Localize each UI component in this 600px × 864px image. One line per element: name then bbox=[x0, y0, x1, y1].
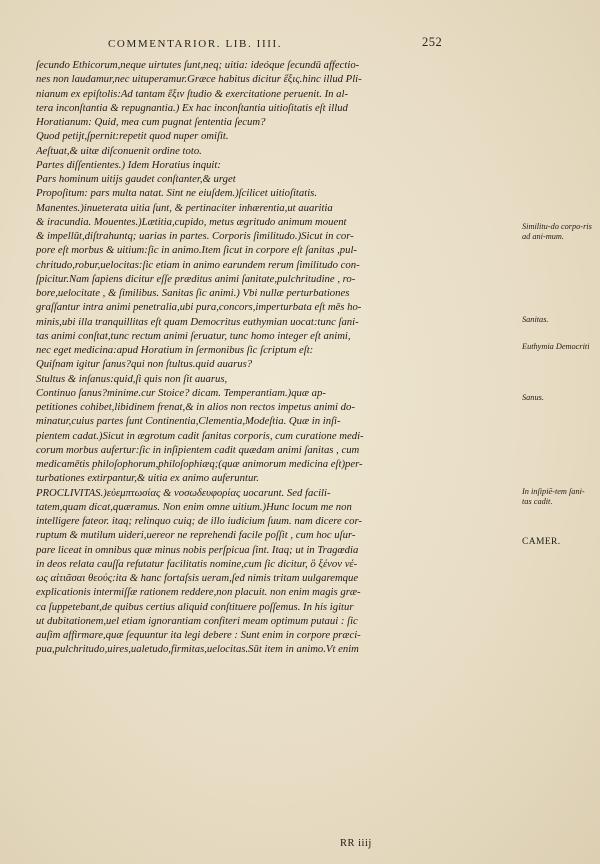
text-line: corum morbus aufertur:ſic in inſipientem cadit quædam animi ſanitas , cum bbox=[36, 443, 360, 456]
text-line: ſpicitur.Nam ſapiens dicitur eſſe præditus animi ſanitate,pulchritudine , ro- bbox=[36, 272, 356, 285]
page-number: 252 bbox=[422, 35, 443, 49]
text-line: & impellūt,diſtrahuntq; uarias in partes. Corporis ſimilitudo.)Sicut in cor- bbox=[36, 230, 354, 242]
text-line: Quod petijt,ſpernit:repetit quod nuper omiſit. bbox=[36, 130, 229, 143]
marginal-note: Sanus. bbox=[522, 393, 544, 402]
text-line: PROCLIVITAS.)εὐεμπτωσίας & νοσωδευφορίας uocarunt. Sed facili- bbox=[36, 486, 331, 499]
text-line: & iracundia. Mouentes.)Lætitia,cupido, metus ægritudo animum mouent bbox=[36, 215, 347, 228]
text-line: turbationes extirpantur,& uitia ex animo auferuntur. bbox=[36, 472, 259, 485]
text-line: tera inconſtantia & repugnantia.) Ex hac inconſtantia uitioſitatis eſt illud bbox=[36, 101, 348, 114]
text-line: intelligere fateor. itaq; relinquo cuiq; de illo iudicium ſuum. nam dicere cor- bbox=[36, 515, 362, 527]
text-line: graſſantur intra animi penetralia,ubi pura,concors,imperturbata eſt mēs ho- bbox=[36, 301, 362, 314]
text-line: minis,ubi illa tranquillitas eſt quam Democritus euthymian uocat:tunc ſani- bbox=[36, 315, 359, 328]
text-line: Propoſitum: pars multa natat. Sint ne eiuſdem.)ſcilicet uitioſitatis. bbox=[36, 187, 318, 200]
text-line: pientem cadat.)Sicut in ægrotum cadit ſanitas corporis, cum curatione medi- bbox=[36, 429, 364, 442]
text-line: bore,uelocitate , & ſimilibus. Sanitas ſic animi.) Vbi nullæ perturbationes bbox=[36, 287, 350, 299]
text-line: minatur,cuius partes ſunt Continentia,Clementia,Modeſtia. Quæ in inſi- bbox=[36, 415, 341, 428]
text-line: Aeſtuat,& uitæ diſconuenit ordine toto. bbox=[36, 144, 202, 157]
text-line: tatem,quam dicat,quæramus. Non enim omne uitium.)Hunc locum me non bbox=[36, 500, 352, 513]
text-line: ca ſuppetebant,de quibus certius aliquid conſtituere poſſemus. In his igitur bbox=[36, 600, 354, 613]
marginal-note: Euthymia Democriti bbox=[522, 342, 590, 351]
text-line: nes non laudamur,nec uituperamur.Græce habitus dicitur ἕξις.hinc illud Pli- bbox=[36, 73, 362, 86]
text-line: auſim affirmare,quæ ſequuntur ita legi debere : Sunt enim in corpore præci- bbox=[36, 629, 361, 641]
text-line: Continuo ſanus?minime.cur Stoice? dicam. Temperantiam.)quæ ap- bbox=[36, 386, 326, 399]
marginal-note: Similitu-do corpo-ris ad ani-mum. bbox=[522, 222, 592, 241]
main-text-block bbox=[36, 58, 514, 657]
text-line: petitiones cohibet,libidinem frenat,& in alios non rectos impetus animi do- bbox=[36, 401, 355, 413]
text-line: pua,pulchritudo,uires,ualetudo,firmitas,uelocitas.Sūt item in animo.Vt enim bbox=[36, 643, 359, 656]
text-line: Manentes.)inueterata uitia ſunt, & pertinaciter inhærentia,ut auaritia bbox=[36, 201, 333, 214]
text-line: Partes diſſentientes.) Idem Horatius inquit: bbox=[36, 158, 221, 171]
marginal-note: In inſipiē-tem ſani-tas cadit. bbox=[522, 487, 585, 506]
text-line: Stultus & inſanus:quid,ſi quis non ſit auarus, bbox=[36, 372, 228, 385]
text-line: Horatianum: Quid, mea cum pugnat ſententia ſecum? bbox=[36, 116, 266, 128]
text-line: pore eſt morbus & uitium:ſic in animo.Item ſicut in corpore eſt ſanitas ,pul- bbox=[36, 244, 357, 257]
text-line: explicationis intermiſſæ rationem reddere,non placuit. non enim magis græ- bbox=[36, 586, 361, 599]
signature-mark: RR iiij bbox=[340, 838, 372, 849]
text-line: in deos relata cauſſa refutatur facilitatis nomine,cum ſic dicitur, ὃ ξένον νέ- bbox=[36, 557, 358, 570]
text-line: ut dubitationem,uel etiam ignorantiam confiteri meam optimum putaui : ſic bbox=[36, 614, 358, 627]
text-line: Pars hominum uitijs gaudet conſtanter,& urget bbox=[36, 173, 236, 185]
marginal-note: Sanitas. bbox=[522, 315, 549, 324]
text-line: nianum ex epiſtolis:Ad tantam ἕξιν ſtudio & exercitatione peruenit. In al- bbox=[36, 87, 349, 100]
text-line: pare liceat in omnibus quæ minus nobis perſpicua ſint. Itaq; ut in Tragœdia bbox=[36, 543, 359, 556]
text-line: Quiſnam igitur ſanus?qui non ſtultus.quid auarus? bbox=[36, 358, 253, 371]
text-line: tas animi conſtat,tunc rectum animi ſeruatur, tunc homo integer eſt animi, bbox=[36, 329, 351, 342]
text-line: nec eget medicina:apud Horatium in ſermonibus ſic ſcriptum eſt: bbox=[36, 344, 314, 356]
text-line: ſecundo Ethicorum,neque uirtutes ſunt,neq; uitia: ideóque ſecundū affectio- bbox=[36, 59, 360, 71]
text-line: medicamētis philoſophorum,philoſophiæq;(quæ animorum medicina eſt)per- bbox=[36, 458, 363, 470]
text-line: ruptum & mutilum uideri,uereor ne reprehendi facile poſſit , cum hoc uſur- bbox=[36, 529, 356, 542]
text-line: chritudo,robur,uelocitas:ſic etiam in animo earundem rerum ſimilitudo con- bbox=[36, 258, 360, 271]
running-title: COMMENTARIOR. LIB. IIII. bbox=[108, 38, 283, 50]
text-line: ως αἰτιᾶσαι θεούς:ita & hanc fortaſsis ueram,ſed nimis tritam uulgaremque bbox=[36, 572, 359, 584]
marginal-note: CAMER. bbox=[522, 537, 561, 547]
